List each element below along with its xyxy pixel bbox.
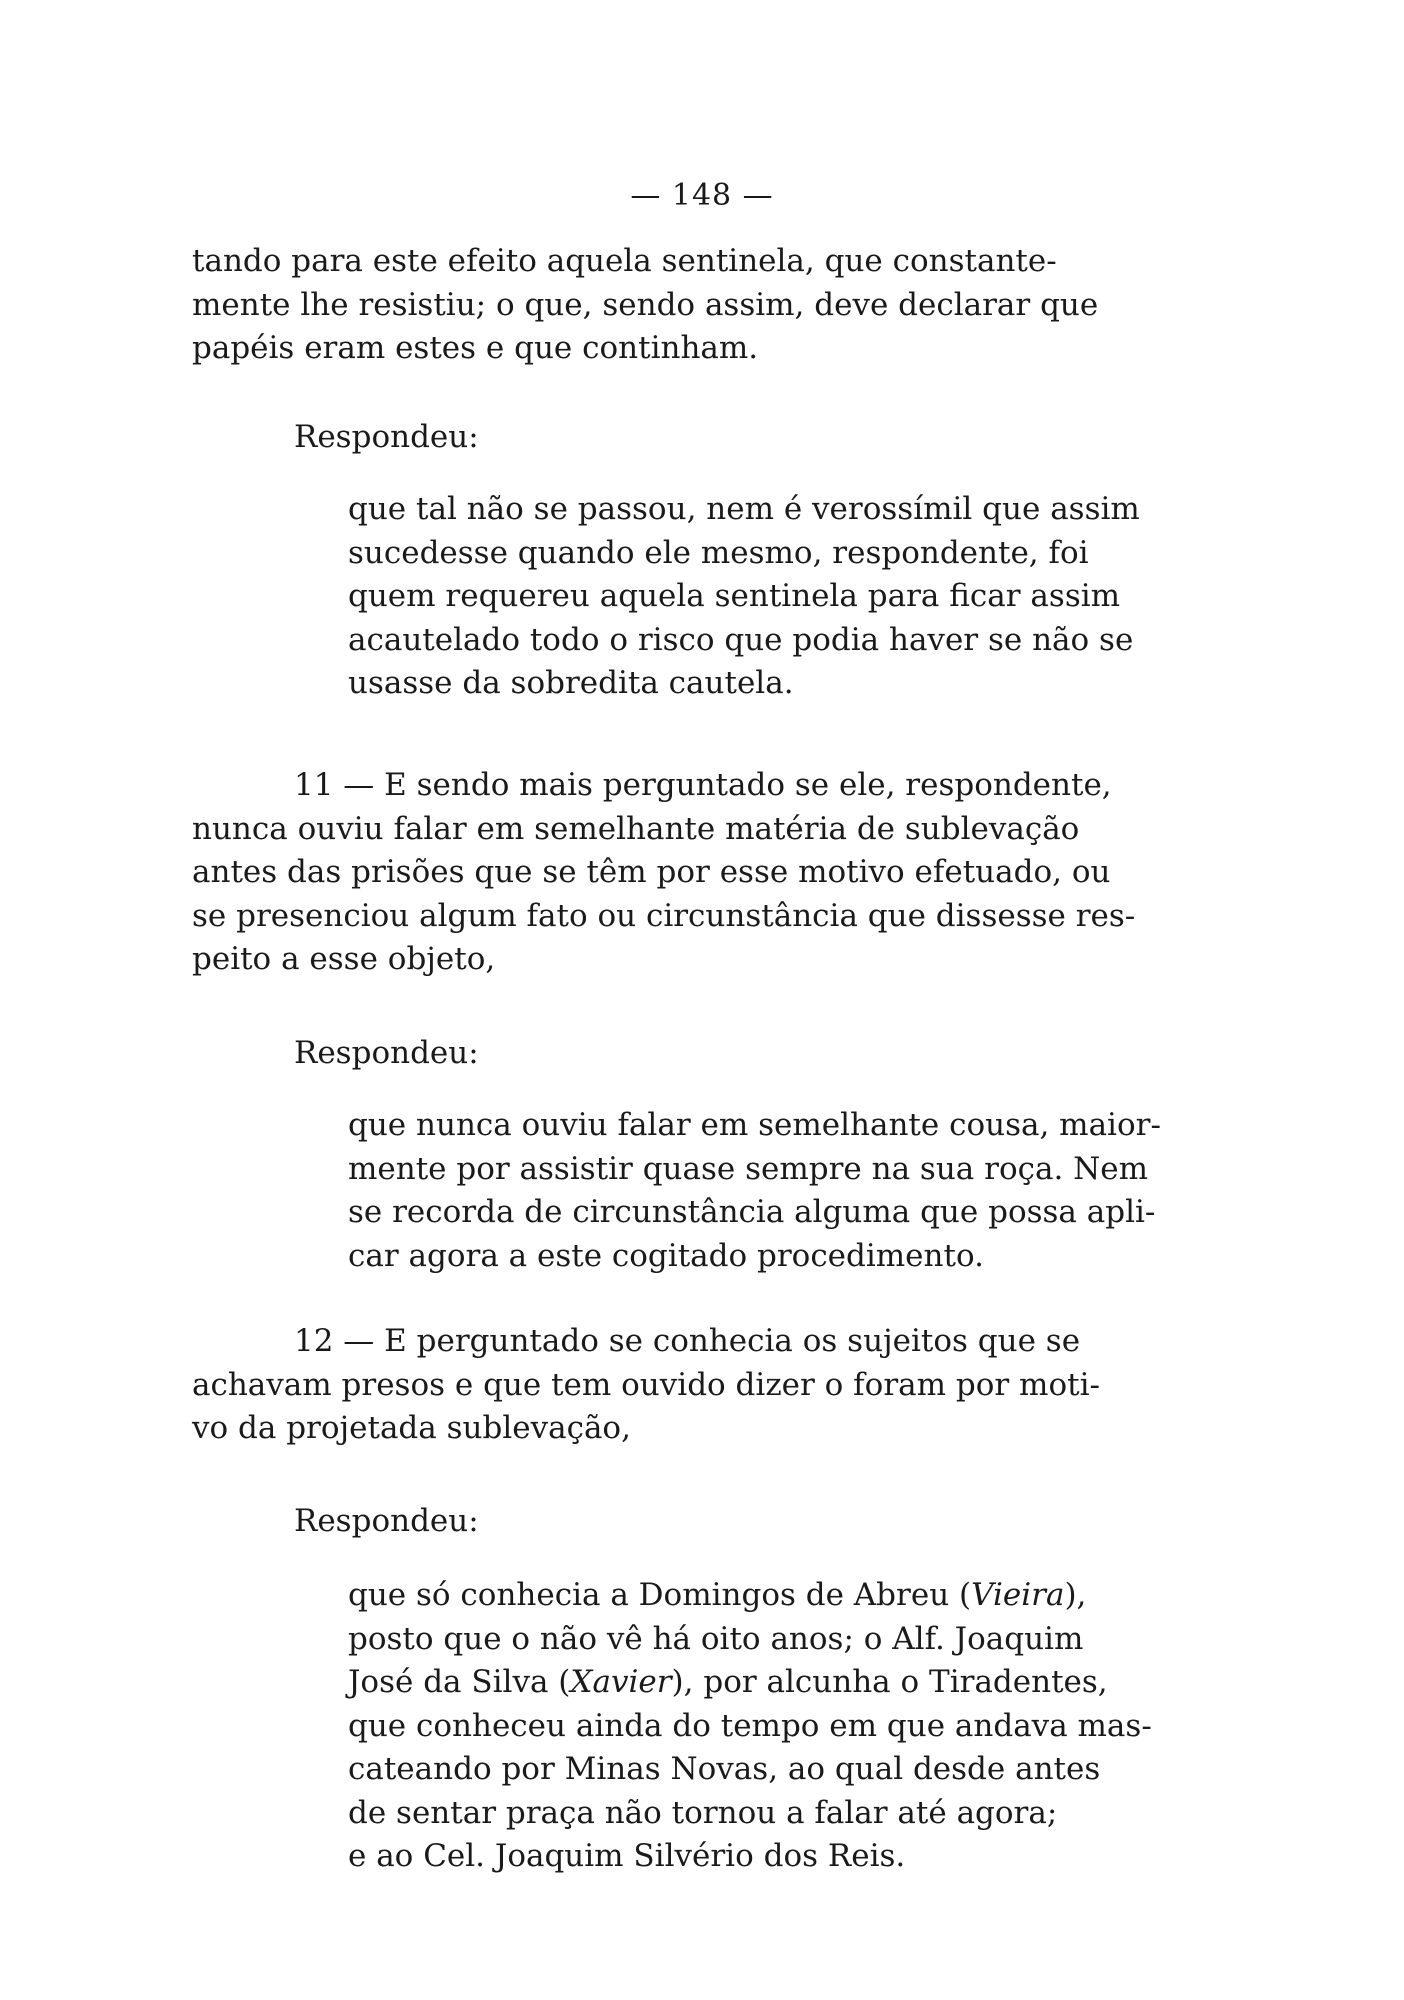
- text-line: de sentar praça não tornou a falar até agora;: [348, 1794, 1058, 1831]
- text-line: mente lhe resistiu; o que, sendo assim, deve declarar que: [192, 286, 1099, 323]
- text-line: posto que o não vê há oito anos; o Alf. Joaquim: [348, 1620, 1084, 1657]
- text-line: quem requereu aquela sentinela para ficar assim: [348, 578, 1121, 614]
- question-paragraph: [192, 1320, 1212, 1451]
- text-line: José da Silva (Xavier), por alcunha o Tiradentes,: [348, 1664, 1108, 1700]
- text-line: sucedesse quando ele mesmo, respondente, foi: [348, 534, 1089, 571]
- text-line: 11 — E sendo mais perguntado se ele, respondente,: [294, 767, 1112, 803]
- text-line: achavam presos e que tem ouvido dizer o foram por moti-: [192, 1366, 1100, 1403]
- text-line: antes das prisões que se têm por esse motivo efetuado, ou: [192, 854, 1111, 890]
- text-line: papéis eram estes e que continham.: [192, 330, 759, 366]
- text-line: tando para este efeito aquela sentinela, que constante-: [192, 243, 1057, 279]
- answer-label: Respondeu:: [294, 419, 479, 455]
- question-paragraph: [192, 764, 1212, 982]
- text-line: 12 — E perguntado se conhecia os sujeitos que se: [294, 1323, 1081, 1359]
- page-number: — 148 —: [630, 178, 774, 213]
- text-line: nunca ouviu falar em semelhante matéria de sublevação: [192, 810, 1080, 847]
- text-line: se presenciou algum fato ou circunstância que dissesse res-: [192, 897, 1136, 934]
- answer-paragraph: [348, 1574, 1212, 1879]
- text-line: que nunca ouviu falar em semelhante cousa, maior-: [348, 1107, 1161, 1143]
- answer-label: Respondeu:: [294, 1503, 479, 1539]
- text-line: car agora a este cogitado procedimento.: [348, 1237, 984, 1274]
- answer-label: Respondeu:: [294, 1035, 479, 1071]
- text-line: que conheceu ainda do tempo em que andava mas-: [348, 1707, 1152, 1744]
- text-line: que só conhecia a Domingos de Abreu (Vieira),: [348, 1577, 1087, 1613]
- text-line: e ao Cel. Joaquim Silvério dos Reis.: [348, 1838, 906, 1874]
- text-line: mente por assistir quase sempre na sua roça. Nem: [348, 1150, 1149, 1187]
- answer-paragraph: [348, 488, 1212, 706]
- text-line: peito a esse objeto,: [192, 941, 496, 977]
- text-line: vo da projetada sublevação,: [192, 1410, 631, 1446]
- italic-name: Xavier: [570, 1664, 672, 1700]
- paragraph-continuation: [192, 240, 1212, 371]
- italic-name: Vieira: [971, 1577, 1065, 1613]
- text-line: usasse da sobredita cautela.: [348, 665, 794, 701]
- text-line: acautelado todo o risco que podia haver se não se: [348, 621, 1134, 658]
- text-line: que tal não se passou, nem é verossímil que assim: [348, 491, 1140, 527]
- text-line: cateando por Minas Novas, ao qual desde antes: [348, 1751, 1101, 1787]
- text-line: se recorda de circunstância alguma que possa apli-: [348, 1194, 1156, 1230]
- answer-paragraph: [348, 1104, 1212, 1278]
